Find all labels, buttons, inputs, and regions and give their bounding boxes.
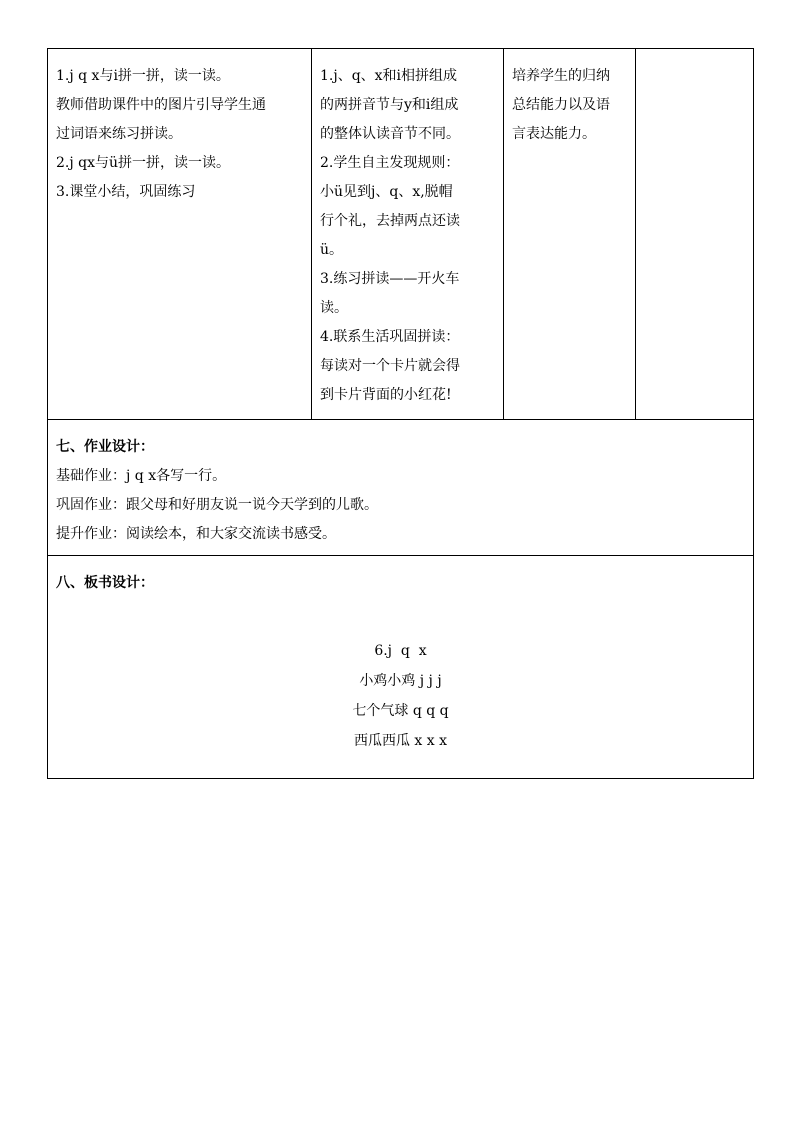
text-line: 总结能力以及语 [512, 97, 610, 113]
homework-cell [48, 420, 754, 556]
text-line: ü。 [320, 242, 344, 258]
lesson-plan-table [47, 48, 754, 779]
text-line: 到卡片背面的小红花! [320, 387, 452, 403]
text-line: 小ü见到j、q、x,脱帽 [320, 184, 453, 200]
board-line: 七个气球 q q q [352, 703, 449, 719]
text-line: 读。 [320, 300, 348, 316]
text-line: 过词语来练习拼读。 [56, 126, 182, 142]
text-line: 培养学生的归纳 [512, 68, 610, 84]
board-content [56, 636, 745, 756]
board-line: 6.j q x [374, 643, 427, 659]
text-line: 每读对一个卡片就会得 [320, 358, 460, 374]
homework-row [48, 420, 754, 556]
board-design-row [48, 556, 754, 779]
notes-cell [636, 49, 754, 420]
homework-line: 巩固作业：跟父母和好朋友说一说今天学到的儿歌。 [56, 497, 378, 513]
design-intent-cell [504, 49, 636, 420]
teacher-activity-cell [48, 49, 312, 420]
text-line: 2.j qx与ü拼一拼，读一读。 [56, 155, 231, 171]
text-line: 教师借助课件中的图片引导学生通 [56, 97, 266, 113]
homework-line: 基础作业：j q x各写一行。 [56, 468, 227, 484]
text-line: 1.j、q、x和i相拼组成 [320, 68, 458, 84]
text-line: 2.学生自主发现规则： [320, 155, 460, 171]
board-line: 小鸡小鸡 j j j [359, 673, 442, 689]
board-design-cell [48, 556, 754, 779]
text-line: 3.课堂小结，巩固练习 [56, 184, 196, 200]
text-line: 言表达能力。 [512, 126, 596, 142]
board-line: 西瓜西瓜 x x x [353, 733, 448, 749]
student-activity-cell [312, 49, 504, 420]
text-line: 1.j q x与i拼一拼，读一读。 [56, 68, 230, 84]
text-line: 4.联系生活巩固拼读： [320, 329, 460, 345]
text-line: 的整体认读音节不同。 [320, 126, 460, 142]
text-line: 3.练习拼读——开火车 [320, 271, 460, 287]
board-design-title: 八、板书设计： [56, 575, 154, 591]
text-line: 的两拼音节与y和i组成 [320, 97, 459, 113]
homework-line: 提升作业：阅读绘本，和大家交流读书感受。 [56, 526, 336, 542]
text-line: 行个礼，去掉两点还读 [320, 213, 460, 229]
teaching-process-row [48, 49, 754, 420]
homework-title: 七、作业设计： [56, 439, 154, 455]
